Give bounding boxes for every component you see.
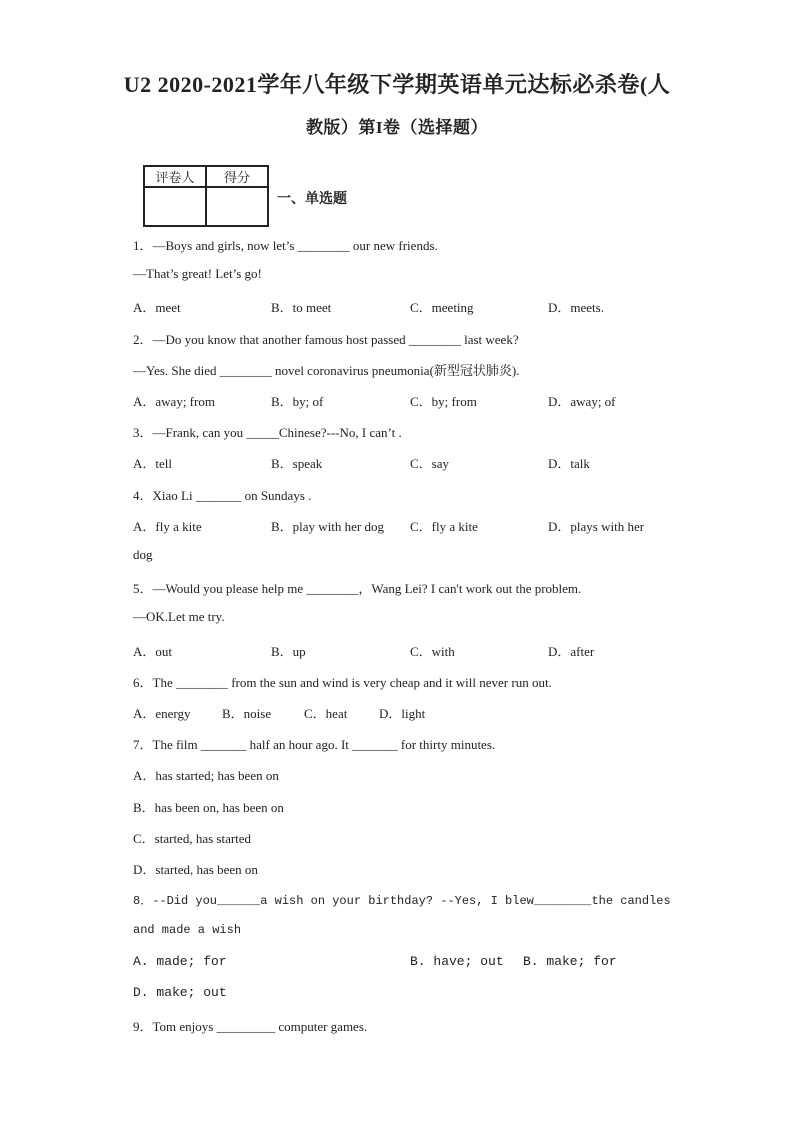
q3-option-a[interactable]: A．tell bbox=[133, 456, 172, 471]
question-5-response: —OK.Let me try. bbox=[133, 609, 225, 624]
question-8-stem: 8．--Did you______a wish on your birthday? --Yes, I blew________the candles bbox=[133, 894, 671, 908]
section-heading: 一、单选题 bbox=[277, 191, 347, 207]
q8-option-b[interactable]: B. have; out bbox=[410, 954, 504, 969]
score-cell[interactable] bbox=[206, 187, 268, 226]
q5-option-a[interactable]: A．out bbox=[133, 644, 173, 659]
grader-header: 评卷人 bbox=[144, 166, 206, 187]
score-header: 得分 bbox=[206, 166, 268, 187]
q1-option-c[interactable]: C．meeting bbox=[410, 300, 474, 315]
question-1-response: —That’s great! Let’s go! bbox=[133, 266, 262, 281]
q7-option-b[interactable]: B．has been on, has been on bbox=[133, 800, 284, 815]
grader-cell[interactable] bbox=[144, 187, 206, 226]
q2-option-b[interactable]: B．by; of bbox=[271, 394, 324, 409]
q7-option-c[interactable]: C．started, has started bbox=[133, 831, 252, 846]
question-3-stem: 3．—Frank, can you _____Chinese?---No, I can’t . bbox=[133, 425, 402, 440]
q1-option-b[interactable]: B．to meet bbox=[271, 300, 332, 315]
q4-option-a[interactable]: A．fly a kite bbox=[133, 519, 202, 534]
q7-option-a[interactable]: A．has started; has been on bbox=[133, 768, 279, 783]
q6-option-b[interactable]: B．noise bbox=[222, 706, 272, 721]
q6-option-d[interactable]: D．light bbox=[379, 706, 426, 721]
question-6-stem: 6．The ________ from the sun and wind is very cheap and it will never run out. bbox=[133, 675, 552, 690]
q4-option-d[interactable]: D．plays with her bbox=[548, 519, 645, 534]
question-2-response: —Yes. She died ________ novel coronavirus pneumonia(新型冠状肺炎). bbox=[133, 363, 520, 378]
q8-option-d[interactable]: D. make; out bbox=[133, 985, 227, 1000]
q6-option-c[interactable]: C．heat bbox=[304, 706, 348, 721]
q8-option-c[interactable]: B. make; for bbox=[523, 954, 617, 969]
question-1-stem: 1．—Boys and girls, now let’s ________ our new friends. bbox=[133, 238, 438, 253]
q1-option-a[interactable]: A．meet bbox=[133, 300, 181, 315]
q6-option-a[interactable]: A．energy bbox=[133, 706, 191, 721]
q2-option-a[interactable]: A．away; from bbox=[133, 394, 215, 409]
q2-option-d[interactable]: D．away; of bbox=[548, 394, 616, 409]
q4-option-d-wrap: dog bbox=[133, 547, 153, 562]
q4-option-b[interactable]: B．play with her dog bbox=[271, 519, 385, 534]
q2-option-c[interactable]: C．by; from bbox=[410, 394, 477, 409]
q3-option-b[interactable]: B．speak bbox=[271, 456, 323, 471]
document-title-line-2: 教版）第I卷（选择题） bbox=[305, 118, 489, 137]
question-9-stem: 9．Tom enjoys _________ computer games. bbox=[133, 1019, 368, 1034]
q7-option-d[interactable]: D．started, has been on bbox=[133, 862, 258, 877]
question-2-stem: 2．—Do you know that another famous host passed ________ last week? bbox=[133, 332, 519, 347]
document-title-line-1: U2 2020-2021学年八年级下学期英语单元达标必杀卷(人 bbox=[123, 72, 671, 97]
q5-option-b[interactable]: B．up bbox=[271, 644, 306, 659]
q3-option-c[interactable]: C．say bbox=[410, 456, 450, 471]
question-8-stem-cont: and made a wish bbox=[133, 923, 242, 937]
question-7-stem: 7．The film _______ half an hour ago. It _______ for thirty minutes. bbox=[133, 737, 496, 752]
q1-option-d[interactable]: D．meets. bbox=[548, 300, 604, 315]
q5-option-d[interactable]: D．after bbox=[548, 644, 595, 659]
q8-option-a[interactable]: A. made; for bbox=[133, 954, 227, 969]
q5-option-c[interactable]: C．with bbox=[410, 644, 455, 659]
q3-option-d[interactable]: D．talk bbox=[548, 456, 590, 471]
score-table bbox=[143, 165, 269, 227]
question-5-stem: 5．—Would you please help me ________，Wang Lei? I can't work out the problem. bbox=[133, 581, 582, 596]
question-4-stem: 4．Xiao Li _______ on Sundays . bbox=[133, 488, 312, 503]
q4-option-c[interactable]: C．fly a kite bbox=[410, 519, 478, 534]
